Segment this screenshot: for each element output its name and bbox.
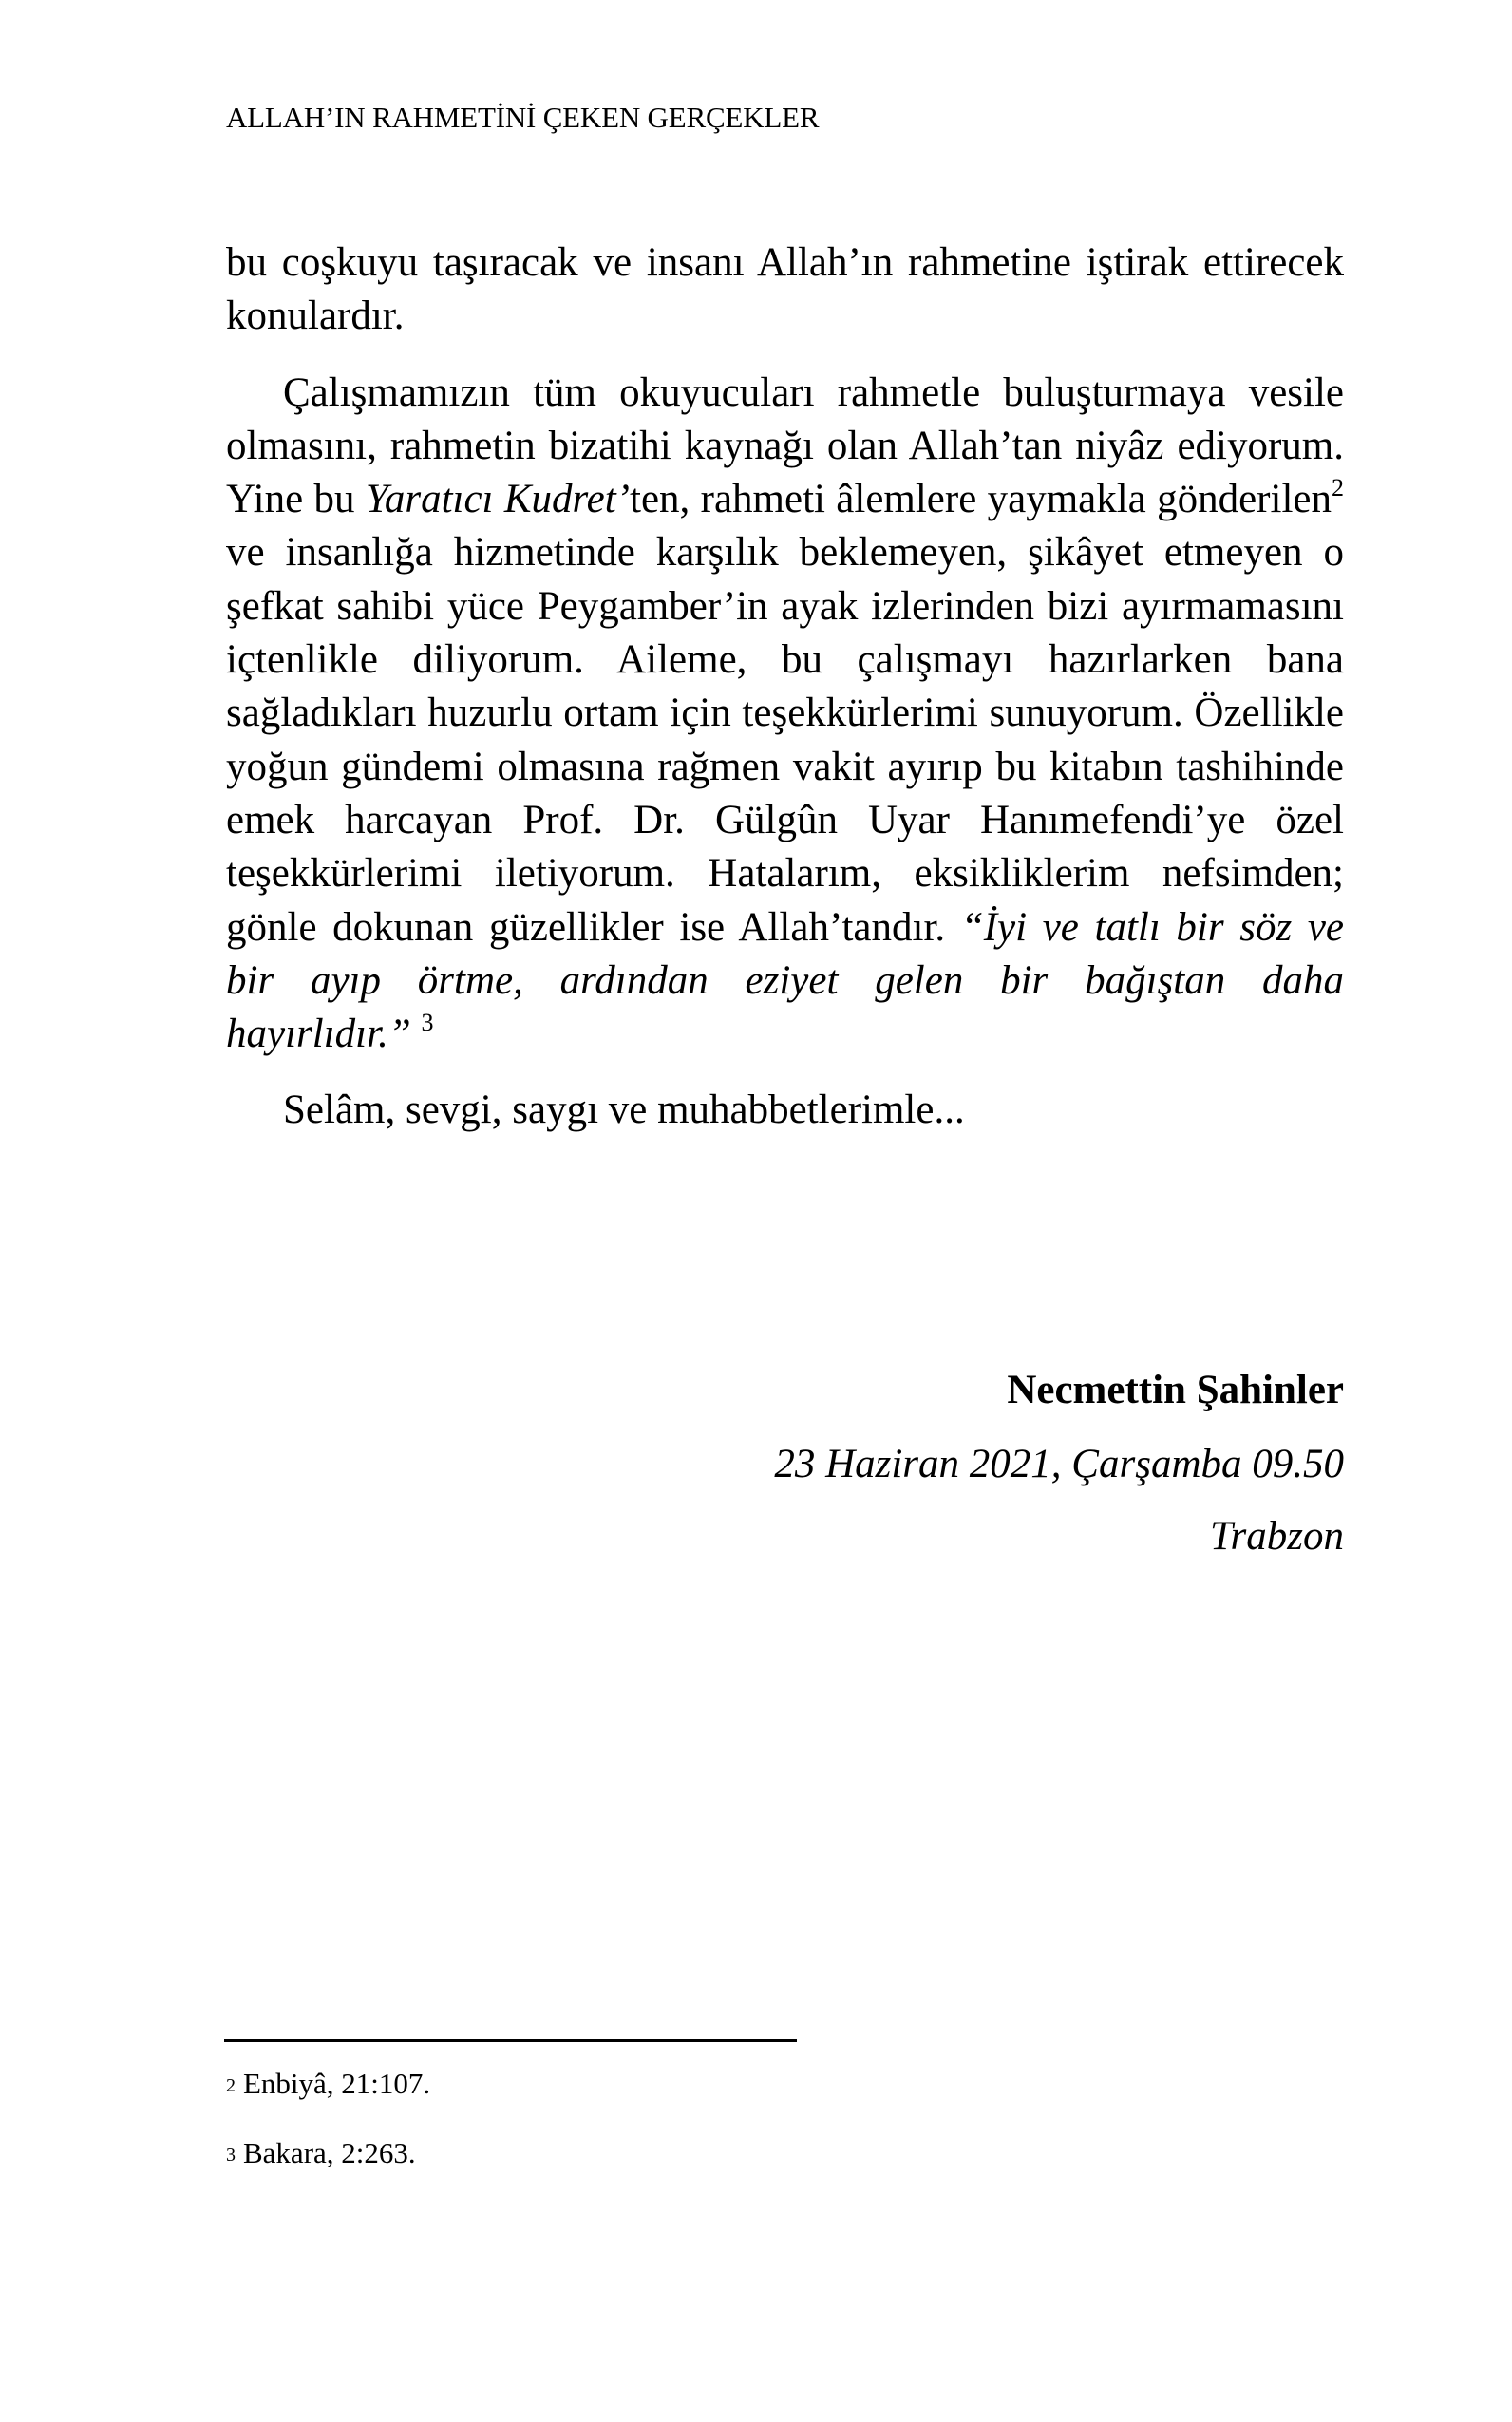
footnote-text: Enbiyâ, 21:107. [243, 2067, 431, 2100]
footnote-number: 2 [226, 2075, 236, 2096]
running-head-title: ALLAH’IN RAHMETİNİ ÇEKEN GERÇEKLER [226, 101, 820, 134]
footnote-3 [226, 2134, 430, 2172]
body-text [226, 237, 1344, 1138]
footnote-2 [226, 2065, 430, 2103]
signature-place: Trabzon [1209, 1514, 1344, 1559]
paragraph-continuation: bu coşkuyu taşıracak ve insanı Allah’ın rahmetine iştirak ettirecek konulardır. [226, 240, 1344, 339]
signature-date: 23 Haziran 2021, Çarşamba 09.50 [774, 1442, 1344, 1486]
signature-block [774, 1364, 1344, 1563]
paragraph-text: ve insanlığa hizmetinde karşılık beklemeyen, şikâyet etmeyen o şefkat sahibi yüce Peygamber’in ayak izlerinden bizi ayırmamasını içtenlikle diliyorum. Aileme, bu çalışmayı hazırlarken bana sağladıkları huzurlu ortam için teşekkürlerimi sunuyorum. Özellikle yoğun gündemi olmasına rağmen vakit ayırıp bu kitabın tashihinde emek harcayan Prof. Dr. Gülgûn Uyar Hanımefendi’ye özel teşekkürlerimi iletiyorum. Hatalarım, eksikliklerim nefsimden; gönle dokunan güzellikler ise Allah’tandır. [226, 530, 1344, 950]
paragraph-text: Çalışmamızın tüm okuyucuları rahmetle buluşturmaya vesile olmasını, rahmetin bizatihi kaynağı olan Allah’tan niyâz ediyorum. Yine bu [226, 369, 1344, 522]
paragraph-acknowledgements [226, 367, 1344, 1062]
italic-quote: “İyi ve tatlı bir söz ve bir ayıp örtme, ardından eziyet gelen bir bağıştan daha hayırlıdır.” [226, 904, 1345, 1057]
footnote-number: 3 [226, 2145, 236, 2166]
paragraph-text: ten, rahmeti âlemlere yaymakla gönderilen [630, 477, 1332, 522]
footnote-ref-2[interactable]: 2 [1332, 473, 1344, 501]
footnotes [226, 2065, 430, 2204]
paragraph-closing: Selâm, sevgi, saygı ve muhabbetlerimle... [283, 1088, 965, 1133]
italic-phrase-yaratici-kudret: Yaratıcı Kudret’ [365, 477, 631, 522]
author-name: Necmettin Şahinler [1007, 1368, 1344, 1412]
footnote-text: Bakara, 2:263. [243, 2136, 416, 2169]
footnote-divider [224, 2039, 797, 2042]
footnote-ref-3[interactable]: 3 [421, 1008, 434, 1036]
